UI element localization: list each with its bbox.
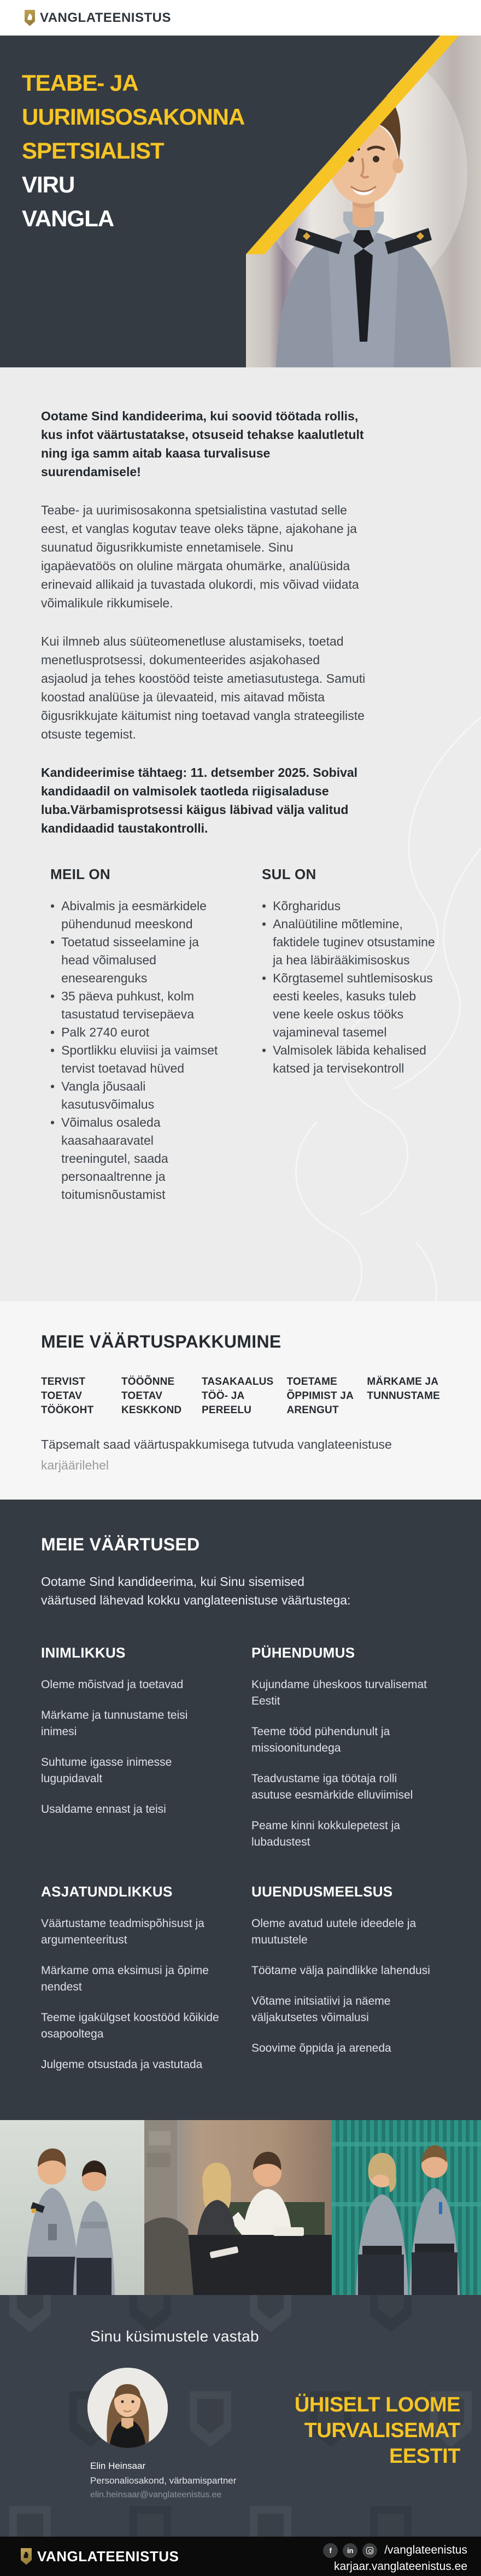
footer-logo-text: VANGLATEENISTUS: [37, 2548, 179, 2565]
page-footer: [0, 2537, 481, 2576]
list-item: • Valmisolek läbida kehalised katsed ja tervisekontroll: [262, 1041, 437, 1078]
bullet-icon: •: [50, 989, 55, 1003]
page-header: [0, 0, 481, 36]
lion-glyph: [26, 13, 33, 21]
recruiter-avatar: [87, 2368, 168, 2448]
value-item: Soovime õppida ja areneda: [251, 2042, 391, 2054]
slogan-line: ÜHISELT LOOME: [294, 2393, 460, 2416]
linkedin-icon[interactable]: [343, 2543, 357, 2558]
value-group-puhendumus: [251, 1644, 440, 1865]
value-group-title: ASJATUNDLIKKUS: [41, 1883, 173, 1900]
value-item: Kujundame üheskoos turvalisemat Eestit: [251, 1678, 427, 1707]
bullet-icon: •: [50, 1079, 55, 1093]
job-title-primary: TEABE- JA UURIMISOSAKONNA SPETSIALIST: [22, 70, 244, 163]
bullet-icon: •: [50, 935, 55, 949]
logo-text: VANGLATEENISTUS: [40, 10, 171, 25]
bullet-icon: •: [262, 971, 267, 985]
hero-banner: [0, 36, 481, 367]
career-website-link[interactable]: karjaar.vanglateenistus.ee: [334, 2560, 467, 2573]
value-item: Teadvustame iga töötaja rolli asutuse eesmärkide elluviimisel: [251, 1772, 413, 1801]
value-proposition-section: [0, 1301, 481, 1500]
value-group-title: PÜHENDUMUS: [251, 1644, 355, 1661]
value-item: Teeme igakülgset koostööd kõikide osapooltega: [41, 2011, 219, 2040]
photo-officers-fence: [332, 2120, 481, 2295]
list-item: • Kõrgharidus: [262, 897, 437, 915]
offer-we-have-list: [50, 897, 262, 1204]
job-title-location: VIRU VANGLA: [22, 172, 114, 231]
values-section: [0, 1500, 481, 2120]
vanglateenistus-logo: [25, 10, 171, 26]
value-proposition-note: [41, 1434, 435, 1476]
offer-you-have: [262, 866, 440, 1204]
pillar-health: TERVIST TOETAV TÖÖKOHT: [41, 1376, 94, 1416]
officer-illustration: [246, 36, 481, 367]
shield-lion-icon: [21, 2548, 32, 2565]
contact-heading: Sinu küsimustele vastab: [90, 2328, 259, 2345]
offer-you-have-list: [262, 897, 440, 1078]
instagram-icon[interactable]: [362, 2543, 377, 2558]
bullet-icon: •: [262, 917, 267, 931]
intro-paragraph-2: Teabe- ja uurimisosakonna spetsialistina vastutad selle eest, et vanglas kogutav teave oleks täpne, ajakohane ja suunatud õigusrikkumiste ennetamisele. Sinu igapäevatöös on oluline märgata ohumärke, analüüsida erinevaid allikaid ja tuvastada olukordi, mis võivad viidata võimalikule rikkumisele.: [41, 503, 359, 610]
bullet-icon: •: [50, 1043, 55, 1057]
career-page-link[interactable]: karjäärilehel: [41, 1458, 109, 1472]
offer-columns: [41, 866, 440, 1204]
recruiter-email-link[interactable]: elin.heinsaar@vanglateenistus.ee: [90, 2490, 222, 2499]
value-group-uuendusmeelsus: [251, 1883, 440, 2087]
footer-logo: [21, 2548, 179, 2565]
offer-we-have-title: MEIL ON: [50, 866, 110, 882]
value-item: Töötame välja paindlikke lahendusi: [251, 1964, 430, 1977]
values-grid: [41, 1644, 440, 2087]
list-item: • Võimalus osaleda kaasahaaravatel treeningutel, saada personaaltrenne ja toitumisnõustamist: [50, 1114, 225, 1204]
list-item: • Abivalmis ja eesmärkidele pühendunud meeskond: [50, 897, 225, 933]
value-pillars: [41, 1375, 440, 1418]
values-title: MEIE VÄÄRTUSED: [41, 1535, 200, 1554]
value-item: Võtame initsiatiivi ja näeme väljakutsetes võimalusi: [251, 1995, 391, 2024]
pillar-recognition: MÄRKAME JA TUNNUSTAME: [367, 1376, 440, 1402]
intro-section: [0, 367, 481, 1301]
photo-interview-scene: [144, 2120, 332, 2295]
footer-links: [323, 2540, 467, 2573]
value-item: Suhtume igasse inimesse lugupidavalt: [41, 1756, 172, 1785]
photo-officers-outdoor: [0, 2120, 144, 2295]
value-group-title: UUENDUSMEELSUS: [251, 1883, 393, 1900]
slogan-line: EESTIT: [389, 2445, 460, 2468]
value-group-inimlikkus: [41, 1644, 251, 1865]
value-item: Oleme avatud uutele ideedele ja muutustele: [251, 1917, 417, 1946]
lion-glyph: [22, 2551, 30, 2559]
offer-you-have-title: SUL ON: [262, 866, 316, 882]
value-item: Julgeme otsustada ja vastutada: [41, 2058, 203, 2071]
shield-lion-icon: [25, 10, 35, 26]
intro-paragraph-4: Kandideerimise tähtaeg: 11. detsember 2025. Sobival kandidaadil on valmisolek taotleda riigisaladuse luba.Värbamisprotsessi käigus läbivad välja valitud kandidaadid taustakontrolli.: [41, 765, 358, 835]
value-item: Märkame oma eksimusi ja õpime nendest: [41, 1964, 209, 1993]
bullet-icon: •: [50, 899, 55, 913]
list-item: • Kõrgtasemel suhtlemisoskus eesti keeles, kasuks tuleb vene keele oskus tööks vajamineval tasemel: [262, 969, 437, 1041]
pillar-happiness: TÖÖÕNNE TOETAV KESKKOND: [121, 1376, 182, 1416]
recruiter-name: Elin Heinsaar: [90, 2461, 146, 2471]
note-text: Täpsemalt saad väärtuspakkumisega tutvuda vanglateenistuse: [41, 1437, 392, 1451]
bullet-icon: •: [50, 1115, 55, 1129]
contact-section: [0, 2295, 481, 2537]
bullet-icon: •: [262, 1043, 267, 1057]
list-item: • Toetatud sisseelamine ja head võimalused enesearenguks: [50, 933, 225, 987]
list-item: • Palk 2740 eurot: [50, 1023, 225, 1041]
value-item: Väärtustame teadmispõhisust ja argumenteeritust: [41, 1917, 204, 1946]
social-row: [323, 2543, 467, 2558]
intro-paragraph-1: Ootame Sind kandideerima, kui soovid töötada rollis, kus infot väärtustatakse, otsuseid tehakse kaalutletult ning iga samm aitab kaasa turvalisuse suurendamisele!: [41, 409, 364, 479]
facebook-glyph: f: [329, 2546, 332, 2555]
hero-photo-officer: [246, 36, 481, 367]
value-group-asjatundlikkus: [41, 1883, 251, 2087]
value-group-title: INIMLIKKUS: [41, 1644, 126, 1661]
value-item: Teeme tööd pühendunult ja missioonitundega: [251, 1725, 390, 1754]
job-title: [22, 66, 262, 236]
value-item: Oleme mõistvad ja toetavad: [41, 1678, 184, 1691]
bullet-icon: •: [50, 1025, 55, 1039]
facebook-icon[interactable]: [323, 2543, 338, 2558]
value-item: Usaldame ennast ja teisi: [41, 1803, 166, 1816]
photo-strip: [0, 2120, 481, 2295]
social-handle[interactable]: /vanglateenistus: [384, 2544, 467, 2556]
value-proposition-title: MEIE VÄÄRTUSPAKKUMINE: [41, 1332, 281, 1351]
list-item: • 35 päeva puhkust, kolm tasustatud tervisepäeva: [50, 987, 225, 1023]
values-intro: Ootame Sind kandideerima, kui Sinu sisemised väärtused lähevad kokku vanglateenistuse väärtustega:: [41, 1574, 351, 1607]
list-item: • Sportlikku eluviisi ja vaimset tervist toetavad hüved: [50, 1041, 225, 1078]
offer-we-have: [41, 866, 262, 1204]
pillar-balance: TASAKAALUS TÖÖ- JA PEREELU: [201, 1376, 274, 1416]
intro-paragraph-3: Kui ilmneb alus süüteomenetluse alustamiseks, toetad menetlusprotsessi, dokumenteerides asjakohased asjaolud ja tehes koostööd teiste ametiasutustega. Samuti koostad analüüse ja ülevaateid, mis aitavad mõista õigusrikkujate käitumist ning toetavad vangla strateegiliste otsuste tegemist.: [41, 634, 366, 741]
linkedin-glyph: in: [347, 2546, 354, 2555]
slogan-line: TURVALISEMAT: [304, 2419, 460, 2442]
recruiter-role: Personaliosakond, värbamispartner: [90, 2475, 237, 2486]
value-item: Peame kinni kokkulepetest ja lubadustest: [251, 1819, 400, 1848]
list-item: • Vangla jõusaali kasutusvõimalus: [50, 1078, 225, 1114]
pillar-learning: TOETAME ÕPPIMIST JA ARENGUT: [286, 1376, 354, 1416]
slogan: [295, 2392, 460, 2469]
value-item: Märkame ja tunnustame teisi inimesi: [41, 1709, 188, 1738]
list-item: • Analüütiline mõtlemine, faktidele tuginev otsustamine ja hea läbirääkimisoskus: [262, 915, 437, 969]
bullet-icon: •: [262, 899, 267, 913]
instagram-glyph: [366, 2547, 373, 2554]
